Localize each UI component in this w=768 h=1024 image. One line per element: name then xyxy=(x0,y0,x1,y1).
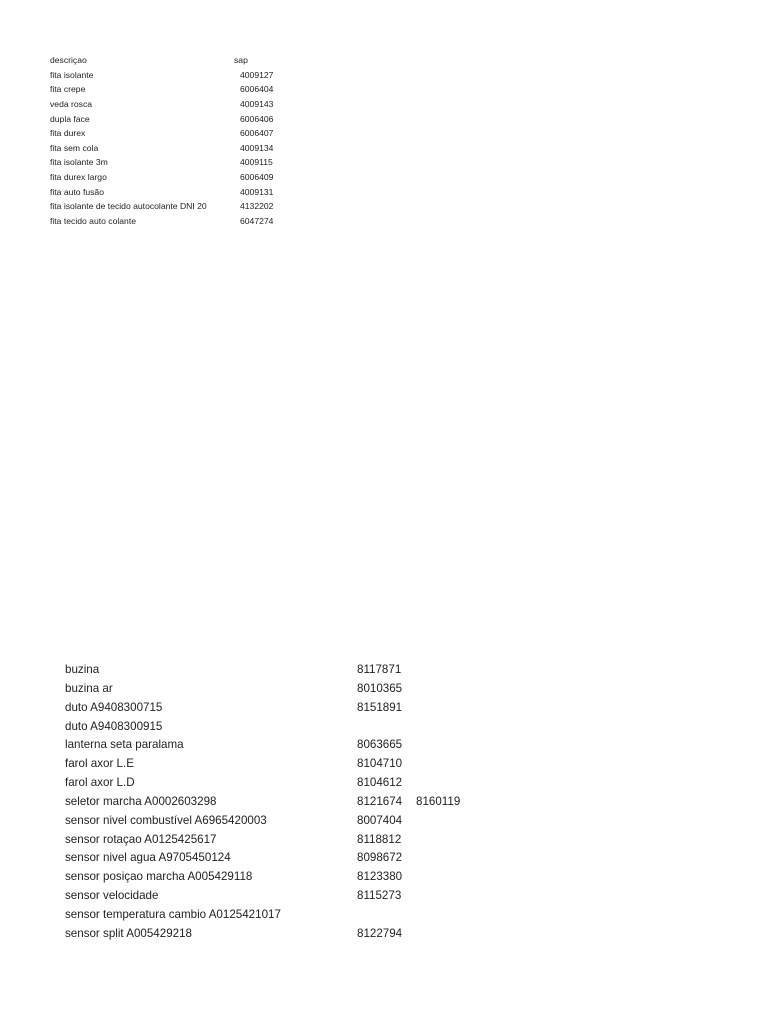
part-description: buzina xyxy=(65,663,100,676)
part-code: 8121674 xyxy=(357,794,403,808)
part-code: 8063665 xyxy=(357,738,403,752)
header-description: descriçao xyxy=(50,55,87,65)
part-description: sensor rotaçao A0125425617 xyxy=(65,832,217,846)
part-code: 8117871 xyxy=(357,663,402,676)
item-description: dupla face xyxy=(50,113,90,124)
part-description: duto A9408300915 xyxy=(65,719,163,733)
item-description: fita isolante 3m xyxy=(50,157,108,168)
part-description: buzina ar xyxy=(65,681,113,695)
part-code: 8007404 xyxy=(357,813,403,827)
item-description: fita sem cola xyxy=(50,142,99,153)
part-description: sensor split A005429218 xyxy=(65,926,192,940)
part-description: sensor temperatura cambio A0125421017 xyxy=(65,907,281,921)
item-sap-code: 4132202 xyxy=(240,201,274,212)
part-code: 8118812 xyxy=(357,832,402,846)
part-description: seletor marcha A0002603298 xyxy=(65,794,217,808)
part-code: 8098672 xyxy=(357,851,403,865)
item-description: fita isolante de tecido autocolante DNI 20 xyxy=(50,201,207,212)
part-description: sensor nivel combustível A6965420003 xyxy=(65,813,267,827)
item-sap-code: 6006404 xyxy=(240,84,274,95)
part-code: 8104612 xyxy=(357,776,403,790)
item-sap-code: 4009115 xyxy=(240,157,273,168)
part-description: farol axor L.E xyxy=(65,757,134,771)
item-sap-code: 6006406 xyxy=(240,113,274,124)
item-description: fita durex largo xyxy=(50,172,107,183)
header-sap: sap xyxy=(234,55,248,65)
part-code: 8151891 xyxy=(357,700,403,714)
part-description: sensor nivel agua A9705450124 xyxy=(65,851,231,865)
item-description: veda rosca xyxy=(50,98,93,109)
part-code: 8010365 xyxy=(357,681,403,695)
part-description: sensor velocidade xyxy=(65,889,159,903)
item-sap-code: 4009134 xyxy=(240,142,274,153)
part-description: duto A9408300715 xyxy=(65,700,163,714)
item-description: fita tecido auto colante xyxy=(50,216,136,227)
part-description: sensor posiçao marcha A005429118 xyxy=(65,870,253,884)
item-description: fita durex xyxy=(50,128,86,139)
item-sap-code: 4009131 xyxy=(240,186,274,197)
part-code: 8123380 xyxy=(357,870,403,884)
part-description: lanterna seta paralama xyxy=(65,738,184,752)
item-sap-code: 6006407 xyxy=(240,128,274,139)
item-sap-code: 4009127 xyxy=(240,69,274,80)
part-description: farol axor L.D xyxy=(65,776,135,790)
part-alt-code: 8160119 xyxy=(416,794,461,808)
part-code: 8104710 xyxy=(357,757,403,771)
item-description: fita auto fusão xyxy=(50,186,104,197)
part-code: 8122794 xyxy=(357,926,403,940)
part-code: 8115273 xyxy=(357,889,402,903)
item-sap-code: 6047274 xyxy=(240,216,274,227)
item-description: fita crepe xyxy=(50,84,86,95)
item-sap-code: 6006409 xyxy=(240,172,274,183)
item-sap-code: 4009143 xyxy=(240,98,274,109)
item-description: fita isolante xyxy=(50,69,94,80)
